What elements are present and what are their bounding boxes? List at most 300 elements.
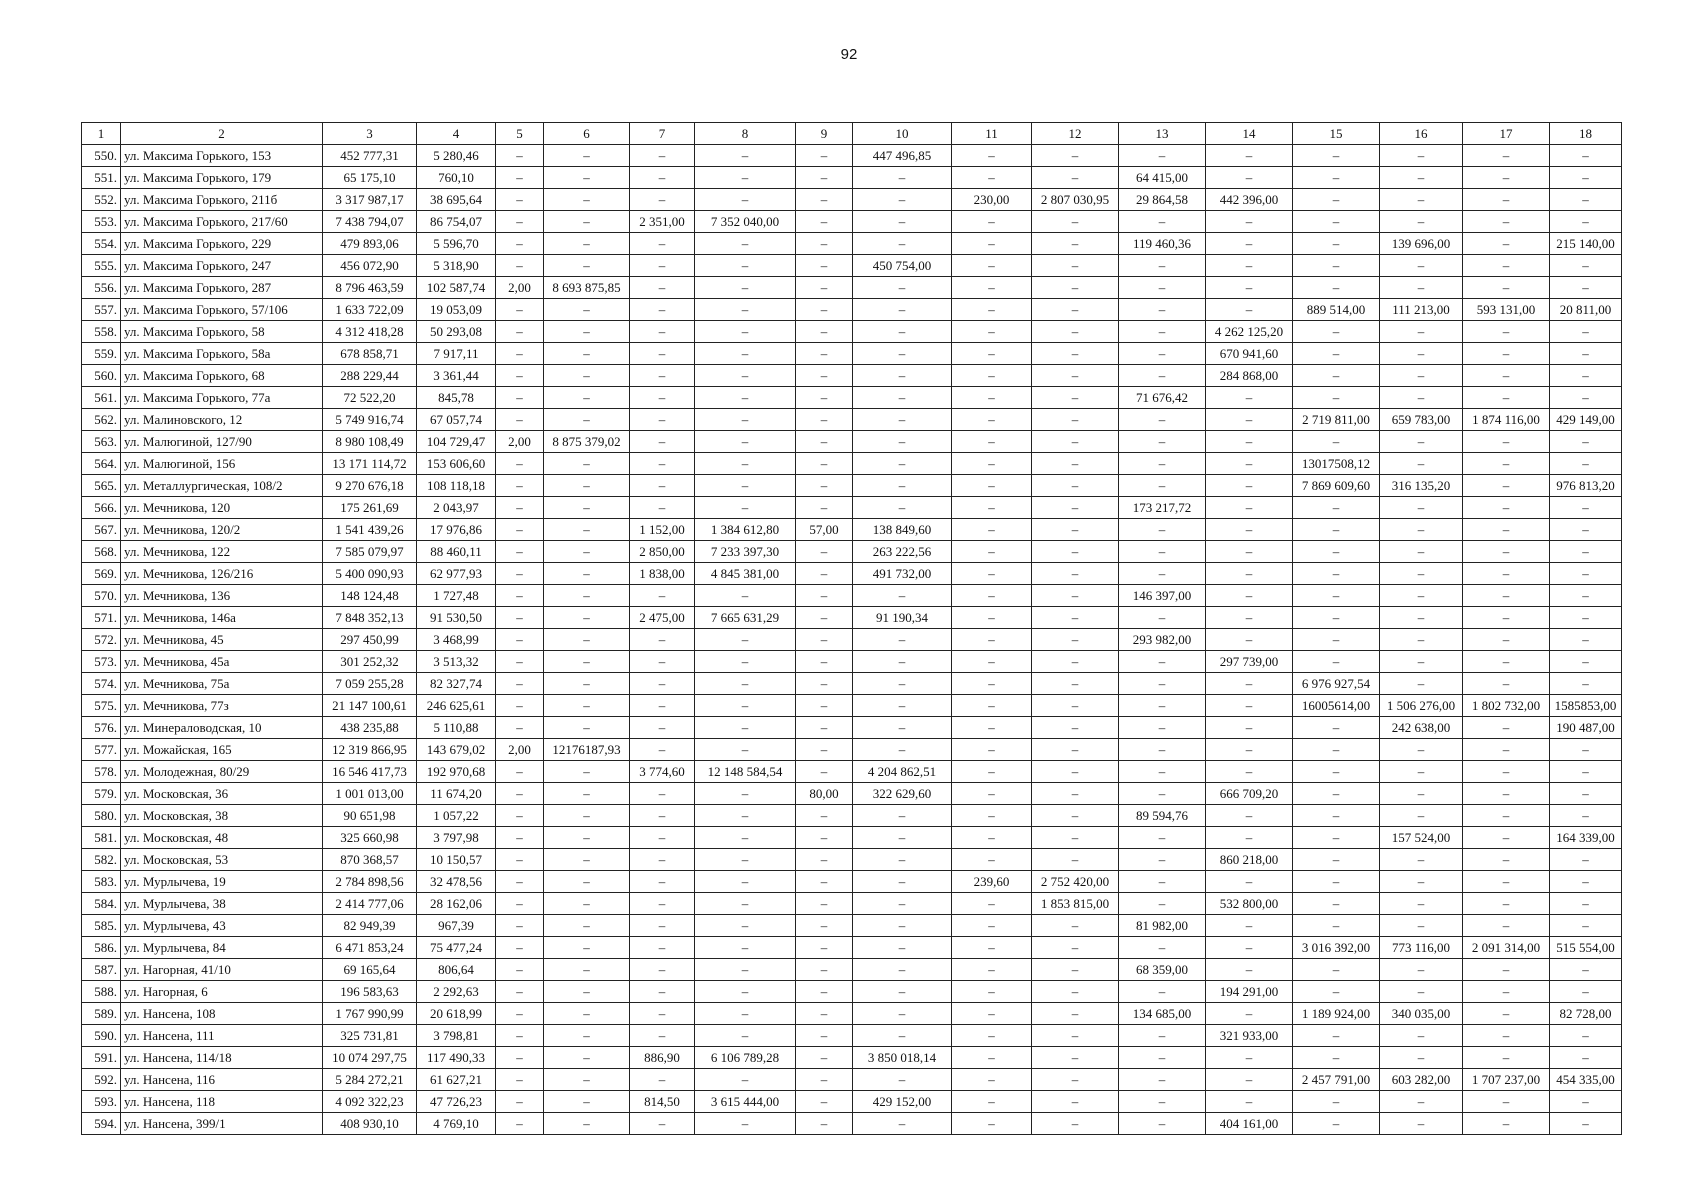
value-cell: 1585853,00 (1550, 695, 1622, 717)
value-cell: – (1380, 387, 1463, 409)
value-cell: 1 057,22 (417, 805, 496, 827)
value-cell: – (1206, 541, 1293, 563)
value-cell: – (630, 233, 695, 255)
value-cell: – (1032, 783, 1119, 805)
value-cell: – (496, 585, 544, 607)
value-cell: – (1119, 1069, 1206, 1091)
value-cell: 659 783,00 (1380, 409, 1463, 431)
value-cell: – (1119, 827, 1206, 849)
value-cell: – (544, 805, 630, 827)
value-cell: – (1463, 1025, 1550, 1047)
value-cell: – (853, 167, 952, 189)
value-cell: – (952, 739, 1032, 761)
value-cell: – (1293, 1047, 1380, 1069)
value-cell: 175 261,69 (323, 497, 417, 519)
address-cell: ул. Нансена, 114/18 (121, 1047, 323, 1069)
value-cell: – (544, 1003, 630, 1025)
value-cell: – (1293, 607, 1380, 629)
column-header: 16 (1380, 123, 1463, 145)
value-cell: – (952, 959, 1032, 981)
value-cell: – (544, 827, 630, 849)
value-cell: – (1206, 211, 1293, 233)
value-cell: – (544, 475, 630, 497)
row-number-cell: 581. (82, 827, 121, 849)
value-cell: – (796, 475, 853, 497)
value-cell: – (1119, 739, 1206, 761)
value-cell: – (1380, 453, 1463, 475)
value-cell: – (1550, 145, 1622, 167)
value-cell: – (853, 1025, 952, 1047)
value-cell: 8 980 108,49 (323, 431, 417, 453)
value-cell: – (1463, 255, 1550, 277)
row-number-cell: 567. (82, 519, 121, 541)
value-cell: 297 739,00 (1206, 651, 1293, 673)
value-cell: – (796, 827, 853, 849)
value-cell: – (695, 893, 796, 915)
value-cell: – (1032, 827, 1119, 849)
value-cell: – (1293, 365, 1380, 387)
value-cell: – (1550, 189, 1622, 211)
value-cell: – (544, 981, 630, 1003)
address-cell: ул. Молодежная, 80/29 (121, 761, 323, 783)
address-cell: ул. Мурлычева, 43 (121, 915, 323, 937)
value-cell: – (1550, 519, 1622, 541)
value-cell: – (1206, 871, 1293, 893)
value-cell: – (630, 1003, 695, 1025)
value-cell: 2 457 791,00 (1293, 1069, 1380, 1091)
value-cell: – (1032, 453, 1119, 475)
value-cell: – (496, 365, 544, 387)
address-cell: ул. Максима Горького, 68 (121, 365, 323, 387)
value-cell: – (796, 321, 853, 343)
value-cell: – (496, 607, 544, 629)
value-cell: – (1032, 277, 1119, 299)
value-cell: – (1293, 519, 1380, 541)
value-cell: 2 351,00 (630, 211, 695, 233)
value-cell: – (796, 189, 853, 211)
value-cell: – (544, 233, 630, 255)
row-number-cell: 565. (82, 475, 121, 497)
value-cell: – (1550, 585, 1622, 607)
value-cell: 322 629,60 (853, 783, 952, 805)
value-cell: – (544, 1069, 630, 1091)
value-cell: – (1119, 299, 1206, 321)
value-cell: – (1463, 717, 1550, 739)
address-cell: ул. Московская, 36 (121, 783, 323, 805)
value-cell: – (496, 343, 544, 365)
value-cell: – (952, 673, 1032, 695)
value-cell: 12 319 866,95 (323, 739, 417, 761)
value-cell: 316 135,20 (1380, 475, 1463, 497)
value-cell: 806,64 (417, 959, 496, 981)
value-cell: – (1463, 321, 1550, 343)
table-row (82, 871, 1622, 893)
value-cell: – (1119, 981, 1206, 1003)
address-cell: ул. Московская, 53 (121, 849, 323, 871)
value-cell: 1 633 722,09 (323, 299, 417, 321)
value-cell: – (1463, 1091, 1550, 1113)
value-cell: – (544, 145, 630, 167)
row-number-cell: 592. (82, 1069, 121, 1091)
value-cell: – (1380, 893, 1463, 915)
value-cell: – (496, 453, 544, 475)
value-cell: – (630, 1113, 695, 1135)
value-cell: – (1119, 475, 1206, 497)
value-cell: – (1380, 981, 1463, 1003)
value-cell: 479 893,06 (323, 233, 417, 255)
value-cell: – (796, 255, 853, 277)
value-cell: – (1119, 607, 1206, 629)
column-header: 10 (853, 123, 952, 145)
value-cell: – (1380, 783, 1463, 805)
value-cell: – (952, 211, 1032, 233)
value-cell: – (630, 387, 695, 409)
value-cell: 2 752 420,00 (1032, 871, 1119, 893)
value-cell: – (496, 145, 544, 167)
value-cell: – (1206, 937, 1293, 959)
value-cell: 760,10 (417, 167, 496, 189)
value-cell: – (630, 145, 695, 167)
value-cell: – (695, 387, 796, 409)
value-cell: – (1206, 233, 1293, 255)
value-cell: 80,00 (796, 783, 853, 805)
value-cell: – (853, 959, 952, 981)
value-cell: – (544, 871, 630, 893)
value-cell: – (1206, 607, 1293, 629)
value-cell: – (1550, 959, 1622, 981)
value-cell: 10 150,57 (417, 849, 496, 871)
value-cell: – (695, 695, 796, 717)
value-cell: – (544, 629, 630, 651)
value-cell: 148 124,48 (323, 585, 417, 607)
value-cell: 67 057,74 (417, 409, 496, 431)
value-cell: 82 949,39 (323, 915, 417, 937)
value-cell: – (796, 651, 853, 673)
value-cell: – (630, 189, 695, 211)
row-number-cell: 582. (82, 849, 121, 871)
value-cell: – (1380, 541, 1463, 563)
value-cell: – (1380, 761, 1463, 783)
value-cell: – (695, 651, 796, 673)
value-cell: – (1550, 805, 1622, 827)
value-cell: 3 798,81 (417, 1025, 496, 1047)
value-cell: 5 110,88 (417, 717, 496, 739)
value-cell: – (496, 387, 544, 409)
value-cell: – (1032, 387, 1119, 409)
value-cell: 293 982,00 (1119, 629, 1206, 651)
value-cell: – (1206, 959, 1293, 981)
value-cell: – (544, 651, 630, 673)
value-cell: – (695, 145, 796, 167)
value-cell: – (1293, 343, 1380, 365)
value-cell: 2 414 777,06 (323, 893, 417, 915)
value-cell: – (1550, 1091, 1622, 1113)
value-cell: – (1293, 739, 1380, 761)
value-cell: 2 475,00 (630, 607, 695, 629)
value-cell: – (496, 629, 544, 651)
value-cell: 1 853 815,00 (1032, 893, 1119, 915)
value-cell: – (796, 1069, 853, 1091)
value-cell: – (952, 915, 1032, 937)
value-cell: – (853, 981, 952, 1003)
value-cell: – (952, 409, 1032, 431)
value-cell: – (1380, 167, 1463, 189)
value-cell: – (796, 277, 853, 299)
column-header: 4 (417, 123, 496, 145)
value-cell: – (796, 695, 853, 717)
value-cell: – (1032, 1113, 1119, 1135)
value-cell: – (1206, 277, 1293, 299)
value-cell: 454 335,00 (1550, 1069, 1622, 1091)
value-cell: – (796, 849, 853, 871)
value-cell: – (1463, 233, 1550, 255)
value-cell: – (1032, 739, 1119, 761)
column-header: 12 (1032, 123, 1119, 145)
row-number-cell: 576. (82, 717, 121, 739)
value-cell: – (1032, 761, 1119, 783)
row-number-cell: 584. (82, 893, 121, 915)
table-row (82, 167, 1622, 189)
value-cell: – (496, 827, 544, 849)
value-cell: – (1293, 761, 1380, 783)
address-cell: ул. Мечникова, 146а (121, 607, 323, 629)
value-cell: – (544, 387, 630, 409)
value-cell: 4 262 125,20 (1206, 321, 1293, 343)
value-cell: – (1206, 145, 1293, 167)
value-cell: – (1463, 673, 1550, 695)
address-cell: ул. Нансена, 116 (121, 1069, 323, 1091)
value-cell: – (1206, 255, 1293, 277)
value-cell: – (1463, 453, 1550, 475)
value-cell: 7 059 255,28 (323, 673, 417, 695)
value-cell: – (1550, 541, 1622, 563)
value-cell: – (1293, 915, 1380, 937)
table-row (82, 519, 1622, 541)
value-cell: – (1119, 673, 1206, 695)
table-row (82, 475, 1622, 497)
value-cell: – (544, 519, 630, 541)
value-cell: 119 460,36 (1119, 233, 1206, 255)
value-cell: – (630, 585, 695, 607)
value-cell: – (853, 211, 952, 233)
value-cell: – (1032, 1047, 1119, 1069)
value-cell: 157 524,00 (1380, 827, 1463, 849)
value-cell: – (1380, 189, 1463, 211)
value-cell: – (952, 607, 1032, 629)
value-cell: – (853, 915, 952, 937)
value-cell: 190 487,00 (1550, 717, 1622, 739)
value-cell: – (1206, 453, 1293, 475)
value-cell: – (1032, 1025, 1119, 1047)
value-cell: – (544, 695, 630, 717)
value-cell: 28 162,06 (417, 893, 496, 915)
value-cell: – (544, 1047, 630, 1069)
value-cell: 3 317 987,17 (323, 189, 417, 211)
row-number-cell: 554. (82, 233, 121, 255)
value-cell: 7 585 079,97 (323, 541, 417, 563)
value-cell: 7 665 631,29 (695, 607, 796, 629)
value-cell: – (496, 1069, 544, 1091)
table-row (82, 981, 1622, 1003)
value-cell: – (544, 673, 630, 695)
value-cell: – (1380, 211, 1463, 233)
value-cell: – (1293, 717, 1380, 739)
value-cell: – (1032, 805, 1119, 827)
table-row (82, 1003, 1622, 1025)
value-cell: 90 651,98 (323, 805, 417, 827)
table-row (82, 211, 1622, 233)
value-cell: 82 728,00 (1550, 1003, 1622, 1025)
value-cell: – (695, 673, 796, 695)
value-cell: – (952, 937, 1032, 959)
value-cell: – (796, 893, 853, 915)
value-cell: 860 218,00 (1206, 849, 1293, 871)
value-cell: – (796, 937, 853, 959)
value-cell: – (853, 849, 952, 871)
value-cell: – (1380, 673, 1463, 695)
value-cell: – (496, 321, 544, 343)
value-cell: 297 450,99 (323, 629, 417, 651)
value-cell: – (1032, 959, 1119, 981)
value-cell: – (496, 915, 544, 937)
value-cell: – (630, 475, 695, 497)
value-cell: – (630, 453, 695, 475)
value-cell: – (1380, 849, 1463, 871)
value-cell: – (630, 673, 695, 695)
value-cell: 8 693 875,85 (544, 277, 630, 299)
value-cell: – (796, 871, 853, 893)
value-cell: – (1463, 783, 1550, 805)
value-cell: – (630, 805, 695, 827)
value-cell: 138 849,60 (853, 519, 952, 541)
address-cell: ул. Мечникова, 122 (121, 541, 323, 563)
value-cell: – (544, 761, 630, 783)
value-cell: 1 802 732,00 (1463, 695, 1550, 717)
value-cell: 2,00 (496, 277, 544, 299)
value-cell: – (695, 167, 796, 189)
value-cell: – (1293, 431, 1380, 453)
value-cell: – (796, 387, 853, 409)
value-cell: – (796, 585, 853, 607)
value-cell: – (544, 299, 630, 321)
value-cell: – (1293, 651, 1380, 673)
table-row (82, 343, 1622, 365)
value-cell: – (1032, 849, 1119, 871)
value-cell: – (1293, 321, 1380, 343)
value-cell: – (1206, 299, 1293, 321)
value-cell: – (952, 717, 1032, 739)
table-row (82, 145, 1622, 167)
value-cell: – (695, 849, 796, 871)
value-cell: – (1380, 915, 1463, 937)
value-cell: – (630, 1025, 695, 1047)
address-cell: ул. Малюгиной, 156 (121, 453, 323, 475)
value-cell: – (952, 629, 1032, 651)
row-number-cell: 583. (82, 871, 121, 893)
value-cell: – (1119, 1025, 1206, 1047)
value-cell: – (1550, 431, 1622, 453)
value-cell: – (1032, 981, 1119, 1003)
value-cell: – (1119, 321, 1206, 343)
value-cell: 7 869 609,60 (1293, 475, 1380, 497)
value-cell: – (1550, 783, 1622, 805)
value-cell: – (796, 717, 853, 739)
address-cell: ул. Малюгиной, 127/90 (121, 431, 323, 453)
address-cell: ул. Мечникова, 45 (121, 629, 323, 651)
row-number-cell: 568. (82, 541, 121, 563)
value-cell: – (1206, 1069, 1293, 1091)
value-cell: – (796, 167, 853, 189)
value-cell: – (1463, 189, 1550, 211)
value-cell: – (1119, 277, 1206, 299)
table-row (82, 1091, 1622, 1113)
address-cell: ул. Максима Горького, 287 (121, 277, 323, 299)
value-cell: 139 696,00 (1380, 233, 1463, 255)
value-cell: – (544, 783, 630, 805)
value-cell: – (496, 761, 544, 783)
value-cell: – (1293, 167, 1380, 189)
value-cell: 62 977,93 (417, 563, 496, 585)
value-cell: – (496, 211, 544, 233)
value-cell: 64 415,00 (1119, 167, 1206, 189)
value-cell: – (853, 1003, 952, 1025)
value-cell: – (496, 981, 544, 1003)
row-number-cell: 561. (82, 387, 121, 409)
value-cell: 3 468,99 (417, 629, 496, 651)
value-cell: – (952, 475, 1032, 497)
row-number-cell: 585. (82, 915, 121, 937)
value-cell: 2 850,00 (630, 541, 695, 563)
value-cell: – (695, 739, 796, 761)
value-cell: – (1293, 1025, 1380, 1047)
value-cell: 173 217,72 (1119, 497, 1206, 519)
value-cell: – (695, 1069, 796, 1091)
value-cell: – (1032, 233, 1119, 255)
header-row (82, 123, 1622, 145)
value-cell: – (544, 585, 630, 607)
value-cell: – (1463, 167, 1550, 189)
value-cell: – (853, 475, 952, 497)
value-cell: – (630, 629, 695, 651)
value-cell: – (695, 937, 796, 959)
value-cell: – (1380, 1047, 1463, 1069)
value-cell: – (1380, 321, 1463, 343)
value-cell: – (1032, 475, 1119, 497)
value-cell: – (1119, 365, 1206, 387)
value-cell: 6 976 927,54 (1293, 673, 1380, 695)
value-cell: 32 478,56 (417, 871, 496, 893)
value-cell: – (1119, 893, 1206, 915)
value-cell: 215 140,00 (1550, 233, 1622, 255)
table-row (82, 1069, 1622, 1091)
value-cell: – (695, 189, 796, 211)
value-cell: – (1463, 365, 1550, 387)
value-cell: 886,90 (630, 1047, 695, 1069)
value-cell: – (1119, 255, 1206, 277)
value-cell: – (952, 1091, 1032, 1113)
value-cell: – (796, 959, 853, 981)
value-cell: – (496, 959, 544, 981)
value-cell: 1 384 612,80 (695, 519, 796, 541)
value-cell: – (1550, 563, 1622, 585)
value-cell: – (1206, 519, 1293, 541)
value-cell: – (952, 321, 1032, 343)
address-cell: ул. Нансена, 111 (121, 1025, 323, 1047)
value-cell: – (695, 981, 796, 1003)
value-cell: – (1463, 211, 1550, 233)
value-cell: 1 189 924,00 (1293, 1003, 1380, 1025)
value-cell: – (1380, 805, 1463, 827)
